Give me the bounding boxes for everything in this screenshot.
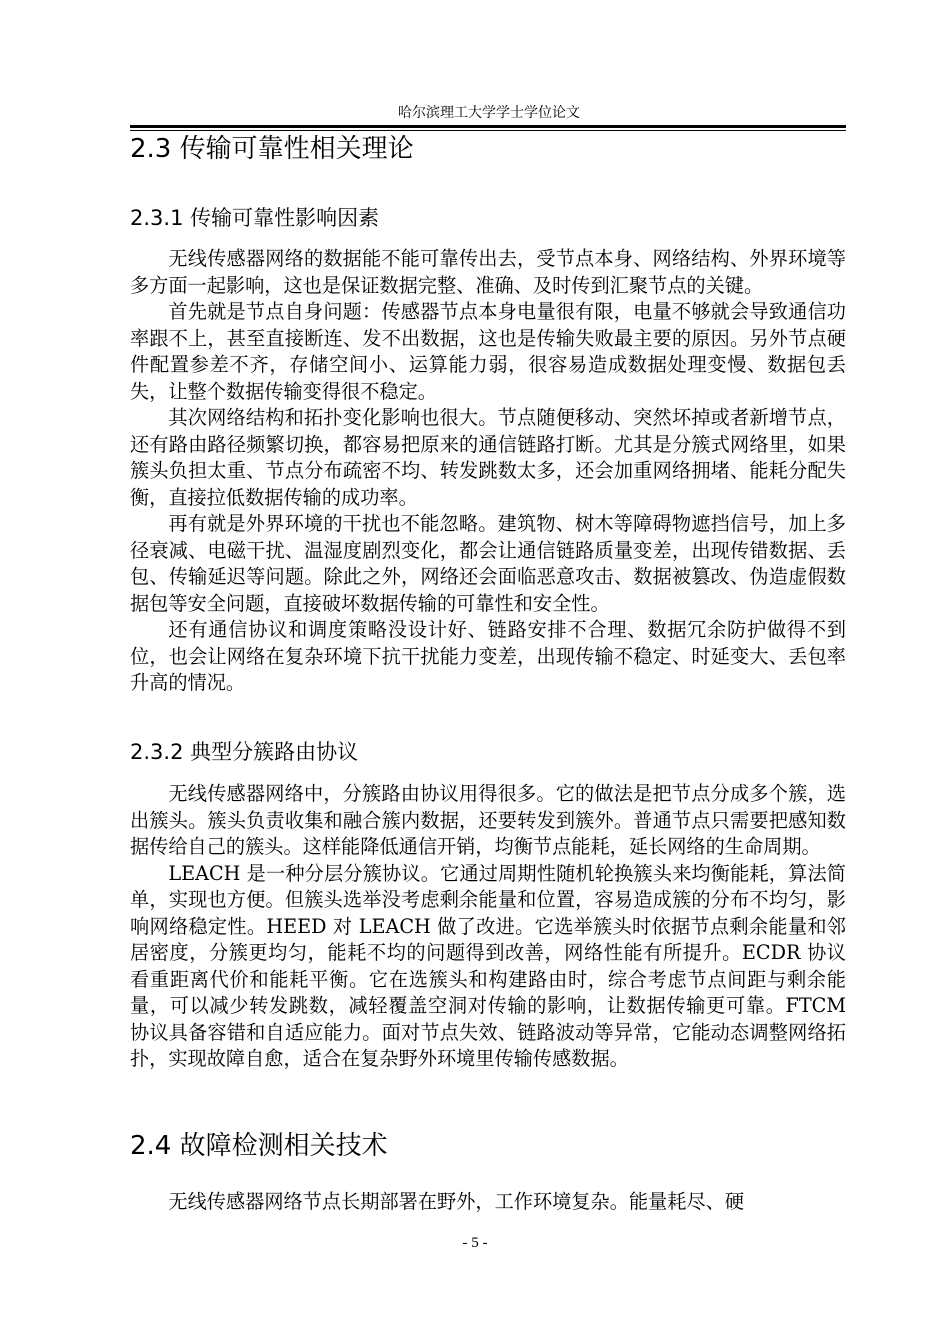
header-rule-thin: [130, 130, 846, 131]
header-rule-thick: [130, 125, 846, 128]
section-2-3-heading: 2.3 传输可靠性相关理论: [130, 134, 414, 164]
paragraph: 首先就是节点自身问题：传感器节点本身电量很有限，电量不够就会导致通信功率跟不上，甚至直接断连、发不出数据，这也是传输失败最主要的原因。另外节点硬件配置参差不齐，存储空间小、运算能力弱，很容易造成数据处理变慢、数据包丢失，让整个数据传输变得很不稳定。: [130, 300, 846, 403]
paragraph: 其次网络结构和拓扑变化影响也很大。节点随便移动、突然坏掉或者新增节点，还有路由路径频繁切换，都容易把原来的通信链路打断。尤其是分簇式网络里，如果簇头负担太重、节点分布疏密不均、转发跳数太多，还会加重网络拥堵、能耗分配失衡，直接拉低数据传输的成功率。: [130, 406, 846, 509]
paragraph: 无线传感器网络节点长期部署在野外，工作环境复杂。能量耗尽、硬: [168, 1190, 745, 1213]
paragraph: LEACH 是一种分层分簇协议。它通过周期性随机轮换簇头来均衡能耗，算法简单，实现也方便。但簇头选举没考虑剩余能量和位置，容易造成簇的分布不均匀，影响网络稳定性。HEED 对 LEACH 做了改进。它选举簇头时依据节点剩余能量和邻居密度，分簇更均匀，能耗不均的问题得到改善，网络性能有所提升。ECDR 协议看重距离代价和能耗平衡。它在选簇头和构建路由时，综合考虑节点间距与剩余能量，可以减少转发跳数，减轻覆盖空洞对传输的影响，让数据传输更可靠。FTCM 协议具备容错和自适应能力。面对节点失效、链路波动等异常，它能动态调整网络拓扑，实现故障自愈，适合在复杂野外环境里传输传感数据。: [130, 861, 846, 1070]
section-2-3-1-body: [130, 246, 846, 697]
paragraph: 还有通信协议和调度策略没设计好、链路安排不合理、数据冗余防护做得不到位，也会让网络在复杂环境下抗干扰能力变差，出现传输不稳定、时延变大、丢包率升高的情况。: [130, 618, 846, 694]
section-2-3-1-heading: 2.3.1 传输可靠性影响因素: [130, 206, 380, 230]
paragraph: 无线传感器网络的数据能不能可靠传出去，受节点本身、网络结构、外界环境等多方面一起影响，这也是保证数据完整、准确、及时传到汇聚节点的关键。: [130, 247, 846, 297]
running-header: 哈尔滨理工大学学士学位论文: [398, 105, 580, 121]
section-2-3-2-body: [130, 781, 846, 1073]
section-2-4-body: [130, 1189, 846, 1216]
section-2-3-2-heading: 2.3.2 典型分簇路由协议: [130, 740, 359, 764]
paragraph: 无线传感器网络中，分簇路由协议用得很多。它的做法是把节点分成多个簇，选出簇头。簇头负责收集和融合簇内数据，还要转发到簇外。普通节点只需要把感知数据传给自己的簇头。这样能降低通信开销，均衡节点能耗，延长网络的生命周期。: [130, 782, 846, 858]
paragraph: 再有就是外界环境的干扰也不能忽略。建筑物、树木等障碍物遮挡信号，加上多径衰减、电磁干扰、温湿度剧烈变化，都会让通信链路质量变差，出现传错数据、丢包、传输延迟等问题。除此之外，网络还会面临恶意攻击、数据被篡改、伪造虚假数据包等安全问题，直接破坏数据传输的可靠性和安全性。: [130, 512, 846, 615]
section-2-4-heading: 2.4 故障检测相关技术: [130, 1131, 388, 1161]
page-number: - 5 -: [462, 1235, 488, 1251]
